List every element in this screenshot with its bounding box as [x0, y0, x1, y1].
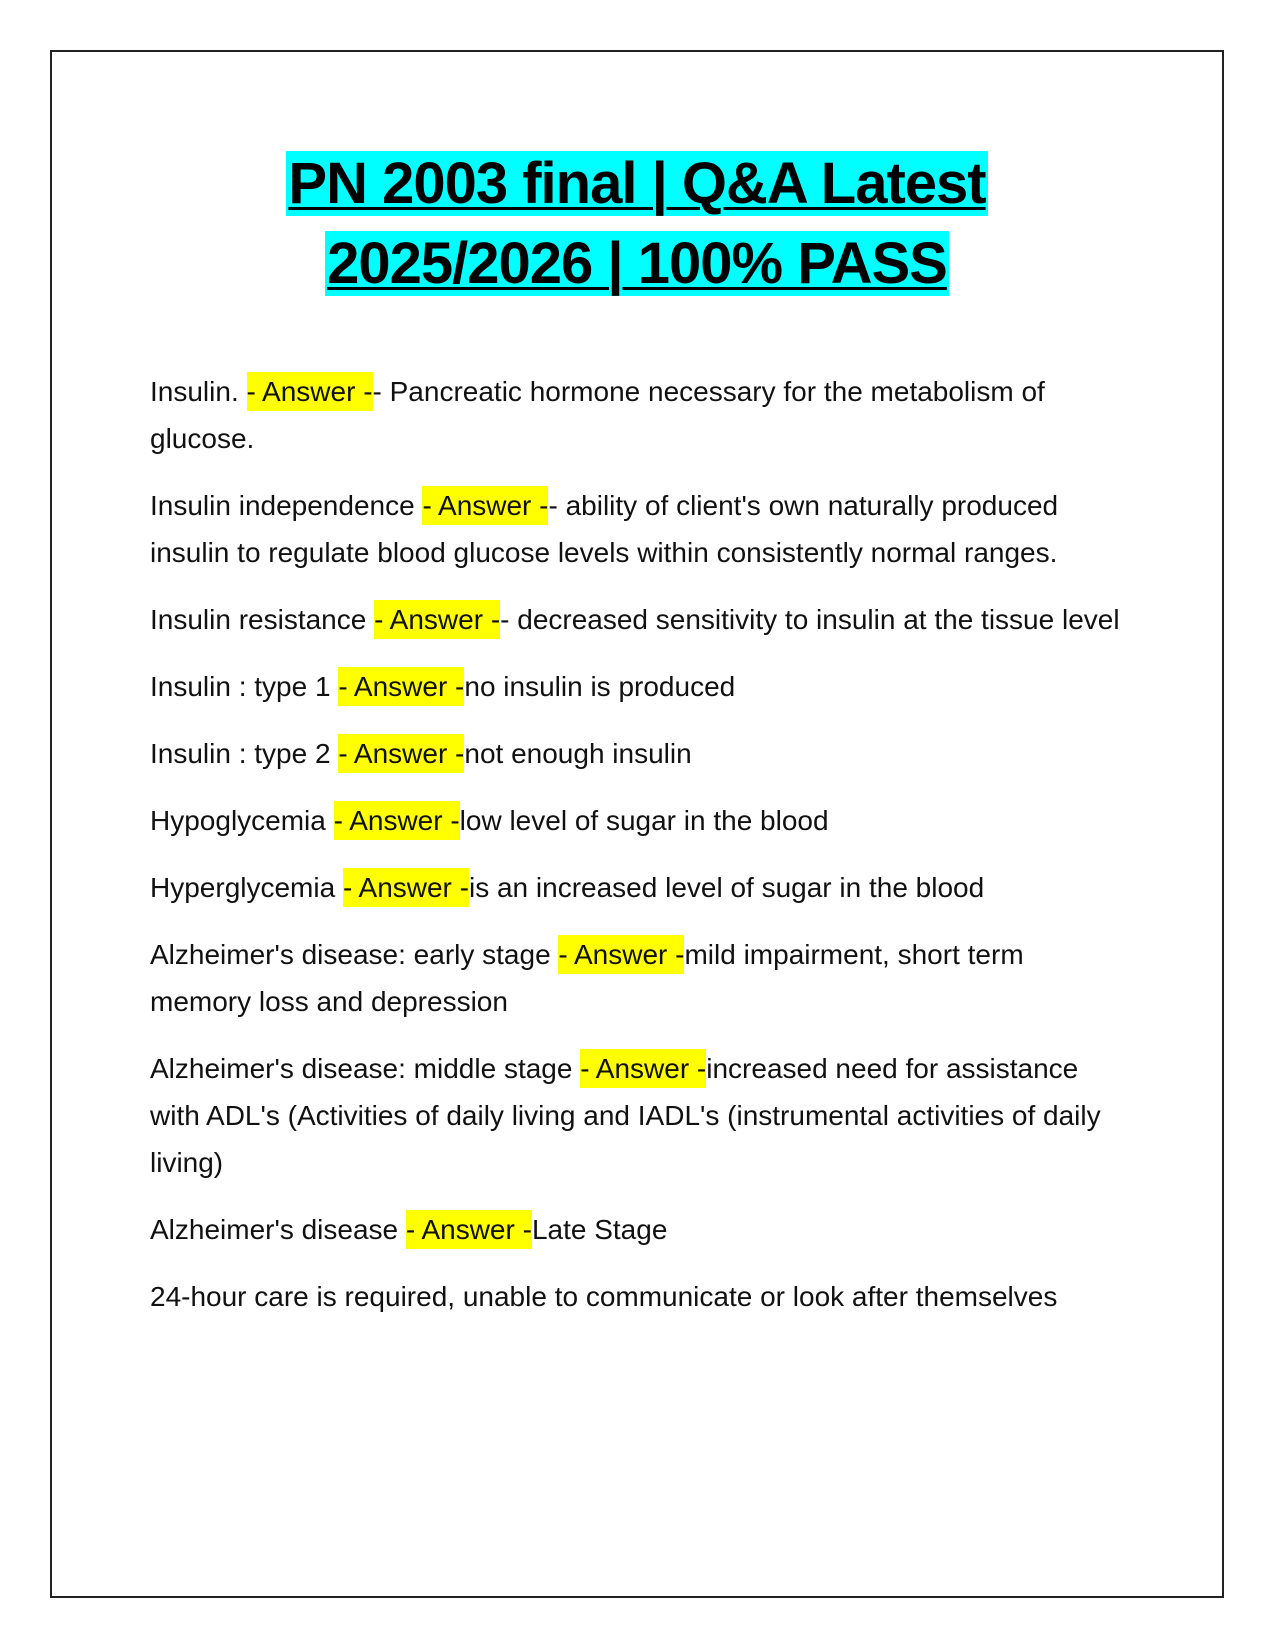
answer-marker: - Answer -	[338, 667, 464, 706]
qa-term: Insulin resistance	[150, 604, 375, 635]
qa-definition: increased need for assistance with ADL's (Activities of daily living and IADL's (instrumental activities of daily living)	[150, 1053, 1101, 1178]
qa-term: Insulin : type 1	[150, 671, 339, 702]
qa-item	[150, 482, 1130, 576]
answer-marker: - Answer -	[558, 935, 684, 974]
qa-item	[150, 797, 1130, 844]
qa-content	[150, 368, 1130, 1340]
title-block	[50, 144, 1224, 304]
document-title	[50, 144, 1224, 304]
qa-item	[150, 596, 1130, 643]
qa-term: Alzheimer's disease: middle stage	[150, 1053, 581, 1084]
qa-definition: low level of sugar in the blood	[459, 805, 829, 836]
qa-item	[150, 931, 1130, 1025]
qa-item	[150, 368, 1130, 462]
qa-term: Insulin : type 2	[150, 738, 339, 769]
answer-marker: - Answer -	[338, 734, 464, 773]
qa-term: Alzheimer's disease	[150, 1214, 406, 1245]
qa-item	[150, 1045, 1130, 1186]
qa-term: Insulin.	[150, 376, 247, 407]
qa-term: Hypoglycemia	[150, 805, 334, 836]
qa-definition: - decreased sensitivity to insulin at the tissue level	[500, 604, 1120, 635]
qa-item	[150, 730, 1130, 777]
qa-definition: - Pancreatic hormone necessary for the metabolism of glucose.	[150, 376, 1045, 454]
qa-definition: no insulin is produced	[464, 671, 736, 702]
title-line-2: 2025/2026 | 100% PASS	[327, 231, 947, 296]
trailing-paragraph: 24-hour care is required, unable to communicate or look after themselves	[150, 1281, 1058, 1312]
qa-definition: mild impairment, short term memory loss and depression	[150, 939, 1024, 1017]
qa-term: Insulin independence	[150, 490, 423, 521]
qa-item	[150, 663, 1130, 710]
answer-marker: - Answer -	[247, 372, 373, 411]
qa-definition: not enough insulin	[464, 738, 692, 769]
title-line-1: PN 2003 final | Q&A Latest	[288, 151, 986, 216]
answer-marker: - Answer -	[406, 1210, 532, 1249]
answer-marker: - Answer -	[422, 486, 548, 525]
answer-marker: - Answer -	[374, 600, 500, 639]
qa-term: Hyperglycemia	[150, 872, 343, 903]
qa-term: Alzheimer's disease: early stage	[150, 939, 559, 970]
qa-item	[150, 864, 1130, 911]
qa-definition: Late Stage	[531, 1214, 668, 1245]
answer-marker: - Answer -	[334, 801, 460, 840]
answer-marker: - Answer -	[343, 868, 469, 907]
qa-item	[150, 1206, 1130, 1253]
answer-marker: - Answer -	[580, 1049, 706, 1088]
qa-definition: is an increased level of sugar in the blood	[468, 872, 985, 903]
qa-definition: - ability of client's own naturally produced insulin to regulate blood glucose levels within consistently normal ranges.	[150, 490, 1059, 568]
